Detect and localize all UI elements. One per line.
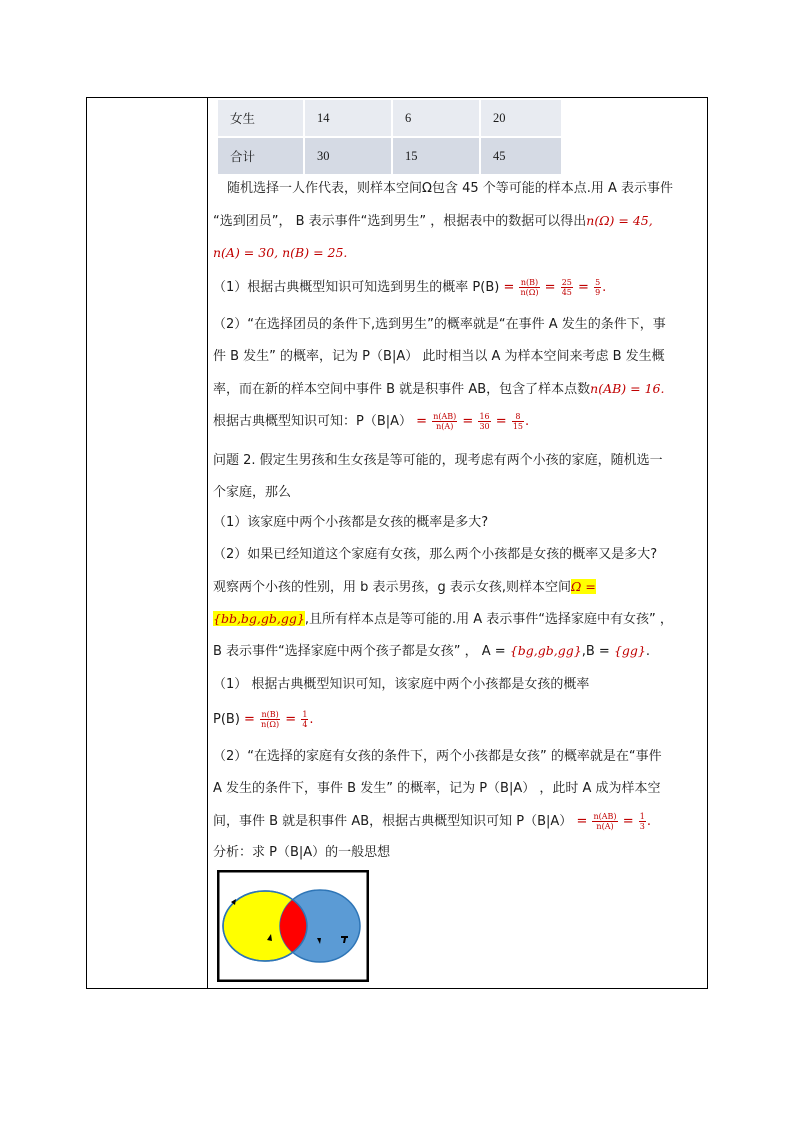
- paragraph-line: （2）“在选择团员的条件下,选到男生”的概率就是“在事件 A 发生的条件下，事: [213, 317, 666, 332]
- table-cell: 45: [480, 137, 562, 175]
- paragraph-line: 个家庭，那么: [213, 485, 292, 500]
- paragraph-line: 随机选择一人作代表，则样本空间Ω包含 45 个等可能的样本点.用 A 表示事件: [227, 181, 674, 196]
- text: P(B): [213, 712, 245, 727]
- math-symbol: .: [525, 414, 530, 429]
- column-divider: [207, 98, 208, 988]
- numerator: n(AB): [433, 412, 457, 421]
- text: 观察两个小孩的性别，用 b 表示男孩，g 表示女孩,则样本空间: [213, 580, 572, 595]
- denominator: 30: [479, 422, 490, 431]
- paragraph-line: 件 B 发生” 的概率，记为 P（B|A） 此时相当以 A 为样本空间来考虑 B 发生概: [213, 349, 665, 364]
- math-symbol: =: [578, 280, 589, 295]
- fraction: [478, 412, 490, 431]
- text: 间，事件 B 就是积事件 AB，根据古典概型知识可知 P（B|A）: [213, 814, 577, 829]
- math-symbol: .: [309, 712, 314, 727]
- math-symbol: =: [622, 814, 634, 829]
- paragraph-line: （1） 根据古典概型知识可知，该家庭中两个小孩都是女孩的概率: [213, 677, 590, 692]
- denominator: 45: [561, 288, 572, 297]
- denominator: 15: [512, 422, 524, 431]
- fraction: [301, 710, 308, 729]
- math-symbol: =: [503, 280, 515, 295]
- math-expr: {gg}: [613, 643, 646, 658]
- paragraph-line: [213, 212, 653, 231]
- paragraph-line: [213, 380, 664, 399]
- table-row: [217, 137, 562, 175]
- fraction: [594, 278, 601, 297]
- text: ,B =: [581, 644, 614, 659]
- paragraph-line: [213, 578, 596, 597]
- text: .: [645, 644, 650, 659]
- denominator: 4: [302, 720, 308, 729]
- fraction: [432, 412, 457, 431]
- math-symbol: .: [646, 814, 651, 829]
- venn-diagram: [217, 870, 369, 982]
- numerator: 5: [595, 278, 601, 287]
- math-symbol: =: [576, 814, 588, 829]
- paragraph-line: [213, 610, 673, 629]
- fraction: [639, 812, 646, 831]
- table-cell: 女生: [217, 99, 304, 137]
- numerator: n(B): [261, 710, 279, 719]
- math-symbol: .: [602, 280, 607, 295]
- text: ,且所有样本点是等可能的.用 A 表示事件“选择家庭中有女孩” ，: [304, 612, 673, 627]
- paragraph-line: [213, 642, 650, 661]
- math-symbol: =: [244, 712, 255, 727]
- math-symbol: =: [544, 280, 556, 295]
- text: B 表示事件“选择家庭中两个孩子都是女孩” ， A =: [213, 644, 510, 659]
- table-cell: 20: [480, 99, 562, 137]
- denominator: 9: [595, 288, 601, 297]
- table-frame: [86, 97, 708, 989]
- math-symbol: =: [285, 712, 297, 727]
- table-cell: 30: [304, 137, 392, 175]
- math-expr: n(Ω) = 45,: [586, 213, 653, 228]
- numerator: 1: [302, 710, 308, 719]
- math-expr: n(A) = 30, n(B) = 25.: [213, 245, 348, 260]
- paragraph-line: [213, 710, 314, 729]
- highlighted-math: Ω =: [571, 579, 596, 594]
- denominator: n(Ω): [261, 720, 280, 729]
- table-cell: 15: [392, 137, 480, 175]
- paragraph-line: [213, 812, 651, 831]
- math-symbol: =: [462, 414, 474, 429]
- data-table: [216, 98, 563, 176]
- table-cell: 6: [392, 99, 480, 137]
- numerator: n(B): [520, 278, 539, 287]
- math-symbol: =: [495, 414, 507, 429]
- text: （1）根据古典概型知识可知选到男生的概率 P(B): [213, 280, 504, 295]
- table-row: [217, 99, 562, 137]
- fraction: [260, 710, 280, 729]
- fraction: [561, 278, 573, 297]
- table-cell: 14: [304, 99, 392, 137]
- fraction: [519, 278, 539, 297]
- fraction: [592, 812, 617, 831]
- math-symbol: =: [416, 414, 428, 429]
- paragraph-line: [213, 244, 347, 263]
- highlighted-math: {bb,bg,gb,gg}: [213, 611, 305, 626]
- text: “选到团员”， B 表示事件“选到男生” ，根据表中的数据可以得出: [213, 214, 587, 229]
- math-expr: {bg,gb,gg}: [509, 643, 582, 658]
- numerator: 25: [561, 278, 572, 287]
- math-expr: n(AB) = 16.: [590, 381, 665, 396]
- denominator: n(A): [436, 422, 454, 431]
- paragraph-line: （2）“在选择的家庭有女孩的条件下，两个小孩都是女孩” 的概率就是在“事件: [213, 749, 662, 764]
- text: 根据古典概型知识可知：P（B|A）: [213, 414, 417, 429]
- paragraph-line: A 发生的条件下，事件 B 发生” 的概率，记为 P（B|A） ，此时 A 成为样本空: [213, 781, 661, 796]
- numerator: 1: [639, 812, 645, 821]
- denominator: n(A): [596, 822, 614, 831]
- paragraph-line: [213, 278, 606, 297]
- table-cell: 合计: [217, 137, 304, 175]
- paragraph-line: （2）如果已经知道这个家庭有女孩，那么两个小孩都是女孩的概率又是多大?: [213, 547, 658, 562]
- paragraph-line: [213, 412, 529, 431]
- text: 率，而在新的样本空间中事件 B 就是积事件 AB，包含了样本点数: [213, 382, 591, 397]
- denominator: 3: [639, 822, 645, 831]
- numerator: 16: [479, 412, 490, 421]
- fraction: [512, 412, 524, 431]
- paragraph-line: 分析：求 P（B|A）的一般思想: [213, 845, 391, 860]
- denominator: n(Ω): [520, 288, 539, 297]
- paragraph-line: 问题 2. 假定生男孩和生女孩是等可能的，现考虑有两个小孩的家庭，随机选一: [213, 453, 663, 468]
- paragraph-line: （1）该家庭中两个小孩都是女孩的概率是多大?: [213, 515, 489, 530]
- numerator: n(AB): [593, 812, 617, 821]
- numerator: 8: [512, 412, 524, 422]
